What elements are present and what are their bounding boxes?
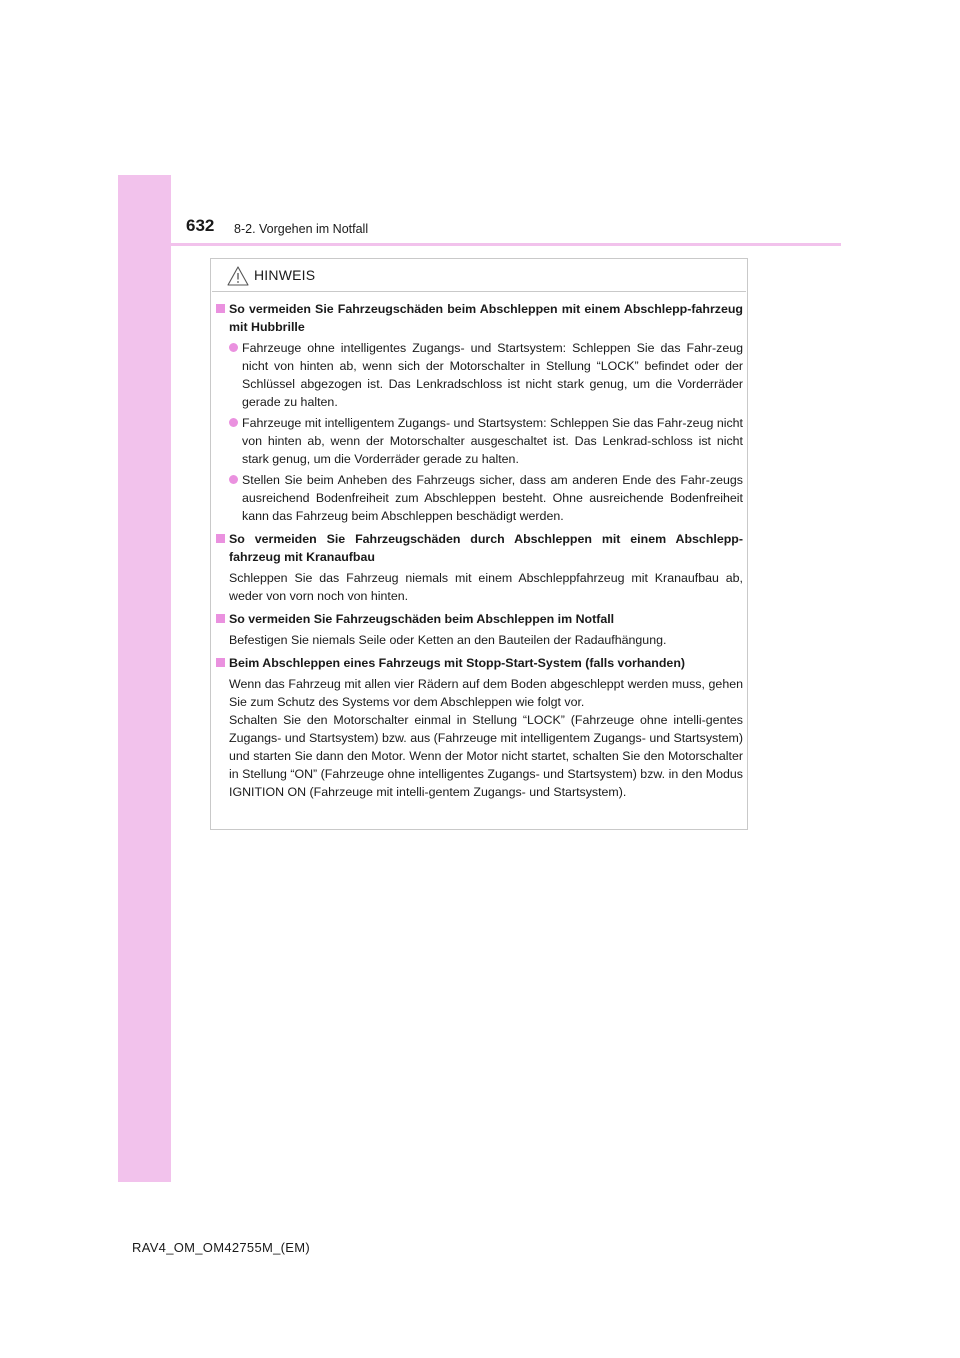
- square-bullet-icon: [216, 614, 225, 623]
- header-rule: [118, 243, 841, 246]
- entry-heading: So vermeiden Sie Fahrzeugschäden durch Abschleppen mit einem Abschlepp-fahrzeug mit Kranaufbau: [229, 532, 743, 564]
- entry-text: Befestigen Sie niemals Seile oder Ketten an den Bauteilen der Radaufhängung.: [229, 633, 667, 647]
- page-number: 632: [186, 216, 215, 235]
- sub-bullet-text: Fahrzeuge ohne intelligentes Zugangs- und Startsystem: Schleppen Sie das Fahr-zeug nicht von hinten ab, wenn sich der Motorschalter in Stellung “LOCK” befindet oder der Schlüssel abgezogen ist. Das Lenkradschloss ist nicht stark genug, um die Vorderräder gerade zu halten.: [242, 341, 743, 409]
- sub-bullet-item: [229, 471, 743, 525]
- sub-bullet-text: Stellen Sie beim Anheben des Fahrzeugs sicher, dass am anderen Ende des Fahr-zeugs ausreichend Bodenfreiheit zum Abschleppen besteht. Ohne ausreichende Bodenfreiheit kann das Fahrzeug beim Abschleppen beschädigt werden.: [242, 473, 743, 523]
- entry-heading: Beim Abschleppen eines Fahrzeugs mit Stopp-Start-System (falls vorhanden): [229, 656, 686, 670]
- notice-entry: [216, 300, 743, 525]
- entry-text: Schalten Sie den Motorschalter einmal in Stellung “LOCK” (Fahrzeuge ohne intelli-gentes Zugangs- und Startsystem) bzw. aus (Fahrzeuge mit intelligentem Zugangs- und Startsystem) und starten Sie dann den Motor. Wenn der Motor nicht startet, schalten Sie den Motorschalter in Stellung “ON” (Fahrzeuge ohne intelligentes Zugangs- und Startsystem) bzw. in den Modus IGNITION ON (Fahrzeuge mit intelli-gentem Zugangs- und Startsystem).: [229, 713, 743, 799]
- notice-body: [216, 300, 743, 806]
- circle-bullet-icon: [229, 343, 238, 352]
- sub-bullet-item: [229, 414, 743, 468]
- square-bullet-icon: [216, 534, 225, 543]
- notice-title: HINWEIS: [254, 267, 316, 283]
- notice-entry: [216, 654, 743, 801]
- notice-box: [210, 258, 748, 830]
- circle-bullet-icon: [229, 475, 238, 484]
- entry-text: Wenn das Fahrzeug mit allen vier Rädern auf dem Boden abgeschleppt werden muss, gehen Sie zum Schutz des Systems vor dem Abschleppen wie folgt vor.: [229, 677, 743, 709]
- entry-text: Schleppen Sie das Fahrzeug niemals mit einem Abschleppfahrzeug mit Kranaufbau ab, weder von vorn noch von hinten.: [229, 571, 743, 603]
- side-thumb-band: [118, 175, 171, 1182]
- entry-heading: So vermeiden Sie Fahrzeugschäden beim Abschleppen im Notfall: [229, 612, 615, 626]
- sub-bullet-text: Fahrzeuge mit intelligentem Zugangs- und Startsystem: Schleppen Sie das Fahr-zeug nicht von hinten ab, wenn der Motorschalter ausgeschaltet ist. Das Lenkrad-schloss ist nicht stark genug, um die Vorderräder gerade zu halten.: [242, 416, 743, 466]
- notice-entry: [216, 610, 743, 649]
- notice-header: [212, 260, 746, 292]
- sub-bullet-item: [229, 339, 743, 411]
- document-id: RAV4_OM_OM42755M_(EM): [132, 1240, 311, 1255]
- square-bullet-icon: [216, 304, 225, 313]
- warning-triangle-icon: [227, 266, 249, 286]
- entry-heading: So vermeiden Sie Fahrzeugschäden beim Abschleppen mit einem Abschlepp-fahrzeug mit Hubbrille: [229, 302, 743, 334]
- circle-bullet-icon: [229, 418, 238, 427]
- section-title: 8-2. Vorgehen im Notfall: [234, 222, 369, 236]
- notice-entry: [216, 530, 743, 605]
- square-bullet-icon: [216, 658, 225, 667]
